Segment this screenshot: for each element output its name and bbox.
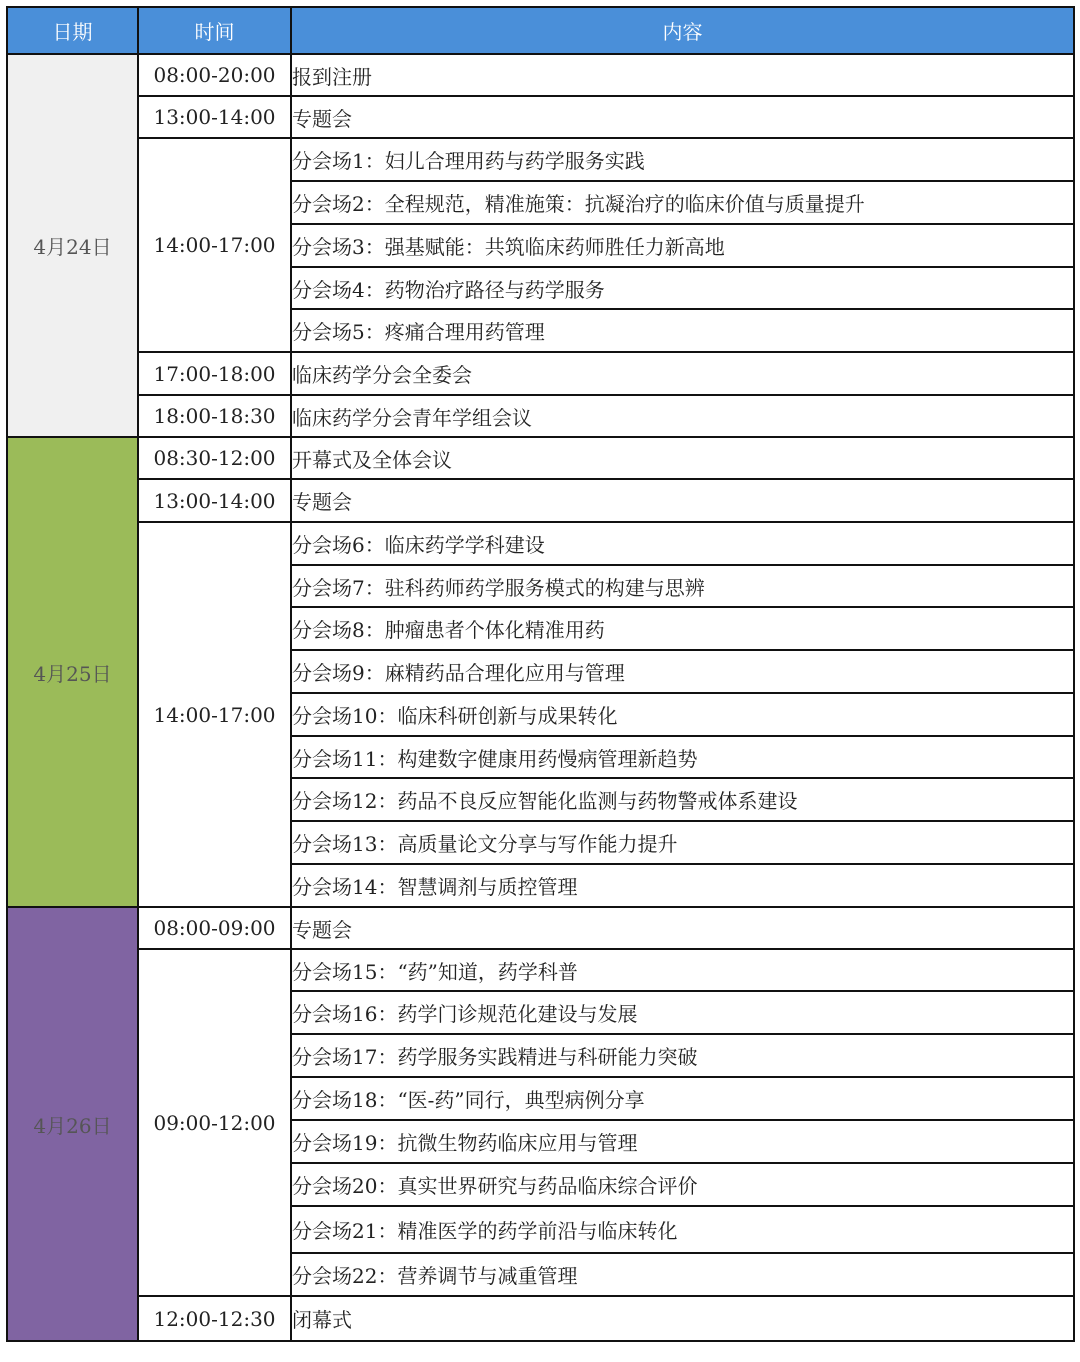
session-cell: 分会场22：营养调节与减重管理: [291, 1253, 1074, 1296]
time-cell: 08:30-12:00: [138, 437, 291, 479]
session-cell: 分会场5：疼痛合理用药管理: [291, 309, 1074, 352]
header-date: 日期: [7, 7, 138, 54]
time-cell: 17:00-18:00: [138, 352, 291, 395]
session-cell: 分会场4：药物治疗路径与药学服务: [291, 267, 1074, 309]
time-cell: 13:00-14:00: [138, 479, 291, 522]
schedule-row: [7, 479, 1074, 522]
session-cell: 专题会: [291, 479, 1074, 522]
session-cell: 报到注册: [291, 54, 1074, 96]
time-cell: 09:00-12:00: [138, 949, 291, 1296]
session-cell: 分会场11：构建数字健康用药慢病管理新趋势: [291, 736, 1074, 778]
schedule-row: [7, 907, 1074, 949]
session-cell: 临床药学分会全委会: [291, 352, 1074, 395]
session-cell: 闭幕式: [291, 1296, 1074, 1341]
session-cell: 分会场9：麻精药品合理化应用与管理: [291, 650, 1074, 693]
time-cell: 12:00-12:30: [138, 1296, 291, 1341]
session-cell: 分会场20：真实世界研究与药品临床综合评价: [291, 1163, 1074, 1206]
time-cell: 14:00-17:00: [138, 138, 291, 352]
session-cell: 分会场19：抗微生物药临床应用与管理: [291, 1120, 1074, 1163]
time-cell: 08:00-20:00: [138, 54, 291, 96]
session-cell: 分会场14：智慧调剂与质控管理: [291, 864, 1074, 907]
header-row: [7, 7, 1074, 54]
schedule-row: [7, 949, 1074, 991]
session-cell: 分会场7：驻科药师药学服务模式的构建与思辨: [291, 565, 1074, 607]
time-cell: 18:00-18:30: [138, 395, 291, 437]
session-cell: 分会场12：药品不良反应智能化监测与药物警戒体系建设: [291, 778, 1074, 821]
schedule-row: [7, 1296, 1074, 1341]
schedule-row: [7, 395, 1074, 437]
session-cell: 临床药学分会青年学组会议: [291, 395, 1074, 437]
session-cell: 分会场18：“医-药”同行，典型病例分享: [291, 1077, 1074, 1120]
schedule-row: [7, 352, 1074, 395]
schedule-row: [7, 522, 1074, 565]
schedule-row: [7, 138, 1074, 181]
session-cell: 分会场15：“药”知道，药学科普: [291, 949, 1074, 991]
date-cell: 4月24日: [7, 54, 138, 437]
session-cell: 开幕式及全体会议: [291, 437, 1074, 479]
session-cell: 分会场21：精准医学的药学前沿与临床转化: [291, 1206, 1074, 1253]
header-time: 时间: [138, 7, 291, 54]
session-cell: 分会场16：药学门诊规范化建设与发展: [291, 991, 1074, 1034]
schedule-row: [7, 437, 1074, 479]
schedule-body: [7, 54, 1074, 1341]
session-cell: 分会场8：肿瘤患者个体化精准用药: [291, 607, 1074, 650]
date-cell: 4月25日: [7, 437, 138, 907]
schedule-table: [6, 6, 1075, 1342]
time-cell: 08:00-09:00: [138, 907, 291, 949]
session-cell: 分会场6：临床药学学科建设: [291, 522, 1074, 565]
schedule-sheet: [6, 6, 1073, 1345]
session-cell: 分会场2：全程规范，精准施策：抗凝治疗的临床价值与质量提升: [291, 181, 1074, 224]
session-cell: 分会场13：高质量论文分享与写作能力提升: [291, 821, 1074, 864]
session-cell: 分会场1：妇儿合理用药与药学服务实践: [291, 138, 1074, 181]
schedule-row: [7, 96, 1074, 138]
session-cell: 专题会: [291, 907, 1074, 949]
session-cell: 分会场17：药学服务实践精进与科研能力突破: [291, 1034, 1074, 1077]
session-cell: 专题会: [291, 96, 1074, 138]
header-content: 内容: [291, 7, 1074, 54]
time-cell: 14:00-17:00: [138, 522, 291, 907]
time-cell: 13:00-14:00: [138, 96, 291, 138]
date-cell: 4月26日: [7, 907, 138, 1341]
session-cell: 分会场3：强基赋能：共筑临床药师胜任力新高地: [291, 224, 1074, 267]
session-cell: 分会场10：临床科研创新与成果转化: [291, 693, 1074, 736]
schedule-row: [7, 54, 1074, 96]
